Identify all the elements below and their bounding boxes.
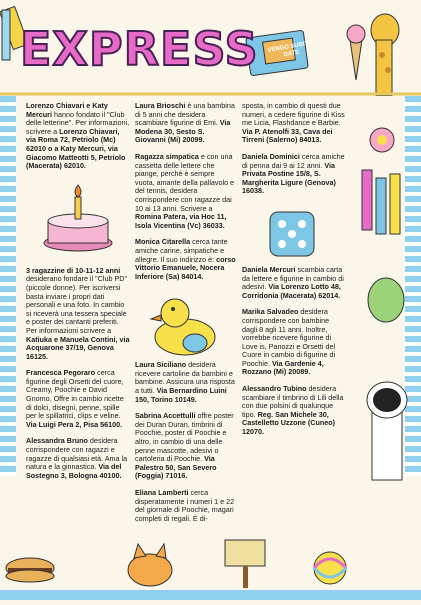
- right-decoration: [352, 100, 418, 500]
- ad-entry: Lorenzo Chiavari e Katy Mercuri hanno fondato il "Club delle letterine". Per informazioni, scrivere a Lorenzo Chiavari, via Roma 72, Petriolo (Mc) 62010 o a Katy Mercuri, via Giacomo Matteotti 5, Petriolo (Macerata) 62010.: [26, 101, 130, 171]
- ad-entry: Laura Siciliano desidera ricevere cartoline da bambini e bambine. Assicura una risposta a tutti. Via Bernardino Luini 150, Torino 10149.: [135, 360, 235, 404]
- dice-illustration-space: [242, 204, 346, 266]
- ad-entry: Alessandro Tubino desidera scambiare il timbrino di Lili della con due polsini di qualunque tipo. Reg. San Michele 30, Castelletto Uzzone (Cuneo) 12070.: [242, 384, 344, 437]
- stamp-label: VENGO SUBITO DATE: [267, 40, 314, 59]
- header: [0, 0, 421, 96]
- ad-entry: Marika Salvadeo desidera corrispondere con bambine dagli 8 agli 11 anni. Inoltre, vorrebbe ricevere figurine di Love is, Panozzi e Orsetti del Cuore in cambio di figurine di Poochie. Via Gardenie 4, Rozzano (Mi) 20089.: [242, 307, 336, 377]
- column-3: [242, 102, 346, 445]
- express-title: EXPRESS: [20, 22, 259, 76]
- footer: [0, 510, 421, 600]
- ad-entry: Laura Brioschi è una bambina di 5 anni che desidera scambiare figurine di Emi. Via Modena 30, Sesto S. Giovanni (Mi) 20099.: [135, 101, 235, 145]
- ad-entry: sposta, in cambio di questi due numeri, a cedere figurine di Kiss me Licia, Flashdance e Barbie. Via P. Atenolfi 33, Cava dei Tirreni (Salerno) 84013.: [242, 101, 345, 145]
- ad-entry: Daniela Mercuri scambia carta da lettere e figurine in cambio di adesivi. Via Lorenzo Lotto 48, Corridonia (Macerata) 62014.: [242, 264, 344, 300]
- ad-entry: Sabrina Accettulli offre poster dei Duran Duran, timbrini di Poochie, poster di Poochie e altro, in cambio di una delle penne mascotte, adesivi o cartoleria di Poochie. Via Palestro 50, San Severo (Foggia) 71016.: [135, 411, 234, 481]
- ad-entry: Eliana Lamberti cerca disperatamente i numeri 1 e 22 del giornale di Poochie, magari completi di regali. È di-: [135, 488, 235, 523]
- column-2: [135, 102, 236, 531]
- ad-entry: Monica Citarella cerca tante amiche carine, simpatiche e allegre. Il suo indirizzo è: corso Vittorio Emanuele, Nocera Inferiore (Sa) 84014.: [135, 237, 236, 281]
- footer-decoration: [0, 510, 421, 600]
- left-border-strip: [0, 96, 16, 476]
- ad-entry: 3 ragazzine di 10-11-12 anni desiderano fondare il "Club PD" (piccole donne). Per iscriversi basta inviare i propri dati personali e una foto. In cambio si riceverà una tessera speciale e poster dei cantanti preferiti. Per informazioni scrivere a Katiuka e Manuela Contini, via Acquarone 37/19, Genova 16125.: [26, 265, 130, 361]
- ad-entry: Alessandra Bruno desidera corrispondere con ragazzi e ragazze di qualsiasi età. Ama la natura e la ginnastica. Via del Sostegno 3, Bologna 40100.: [26, 436, 128, 480]
- ad-entry: Daniela Dominici cerca amiche di penna dai 9 ai 12 anni. Via Privata Postine 15/8, S. Margherita Ligure (Genova) 16038.: [242, 151, 345, 196]
- cake-icon: [26, 179, 130, 259]
- dice-icon: [242, 204, 346, 264]
- ad-entry: Ragazza simpatica e con una cassetta delle lettere che piange, perché è sempre vuota, amante della pallavolo e del tennis, desidera corrispondere con ragazze dai 10 ai 13 anni. Scrivere a Romina Patera, via Hoc 11, Isola Vicentina (Vc) 36033.: [135, 151, 235, 230]
- column-1: [26, 102, 130, 488]
- duck-icon: [135, 289, 236, 359]
- ad-entry: Francesca Pegoraro cerca figurine degli Orsetti del cuore, Creamy, Poochie e David Gnomo. Offre in cambio ricette di dolci, disegni, penne, spille per le spillatrici, clips e veline. Via Luigi Pera 2, Pisa 56100.: [26, 368, 124, 429]
- duck-illustration-space: [135, 289, 236, 361]
- cake-illustration-space: [26, 179, 130, 267]
